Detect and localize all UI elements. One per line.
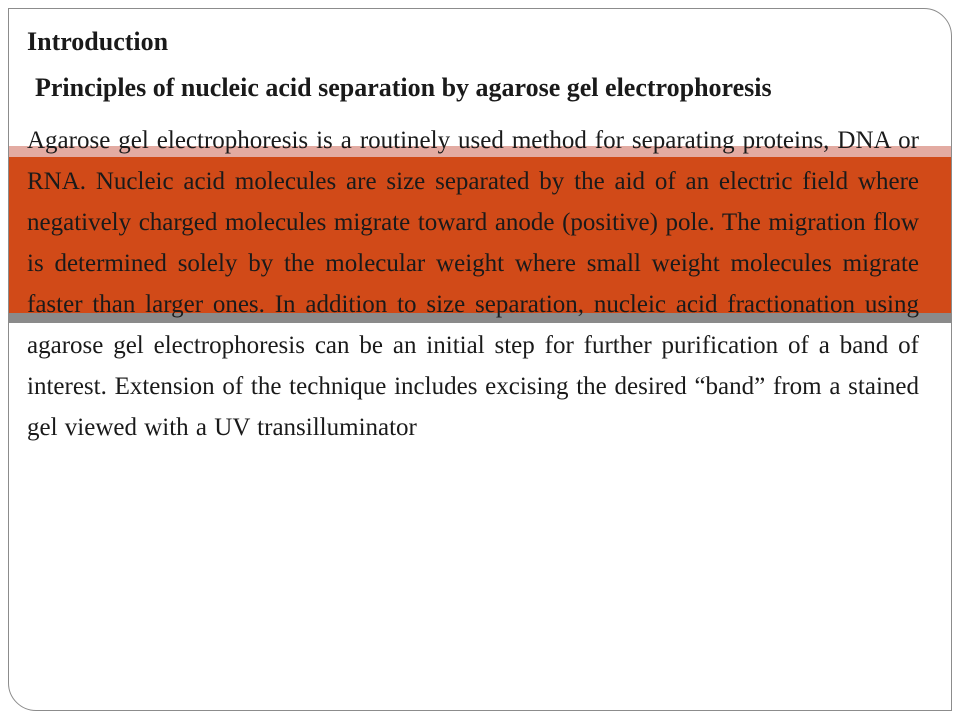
- slide-subheading: Principles of nucleic acid separation by agarose gel electrophoresis: [35, 73, 772, 102]
- slide-body-text: Agarose gel electrophoresis is a routinely used method for separating proteins, DNA or RNA. Nucleic acid molecules are size separated by the aid of an electric field where negatively charged molecules migrate toward anode (positive) pole. The migration flow is determined solely by the molecular weight where small weight molecules migrate faster than larger ones. In addition to size separation, nucleic acid fractionation using agarose gel electrophoresis can be an initial step for further purification of a band of interest. Extension of the technique includes excising the desired “band” from a stained gel viewed with a UV transilluminator: [27, 127, 919, 441]
- slide-heading: Introduction: [27, 27, 169, 56]
- slide-content: [27, 22, 919, 448]
